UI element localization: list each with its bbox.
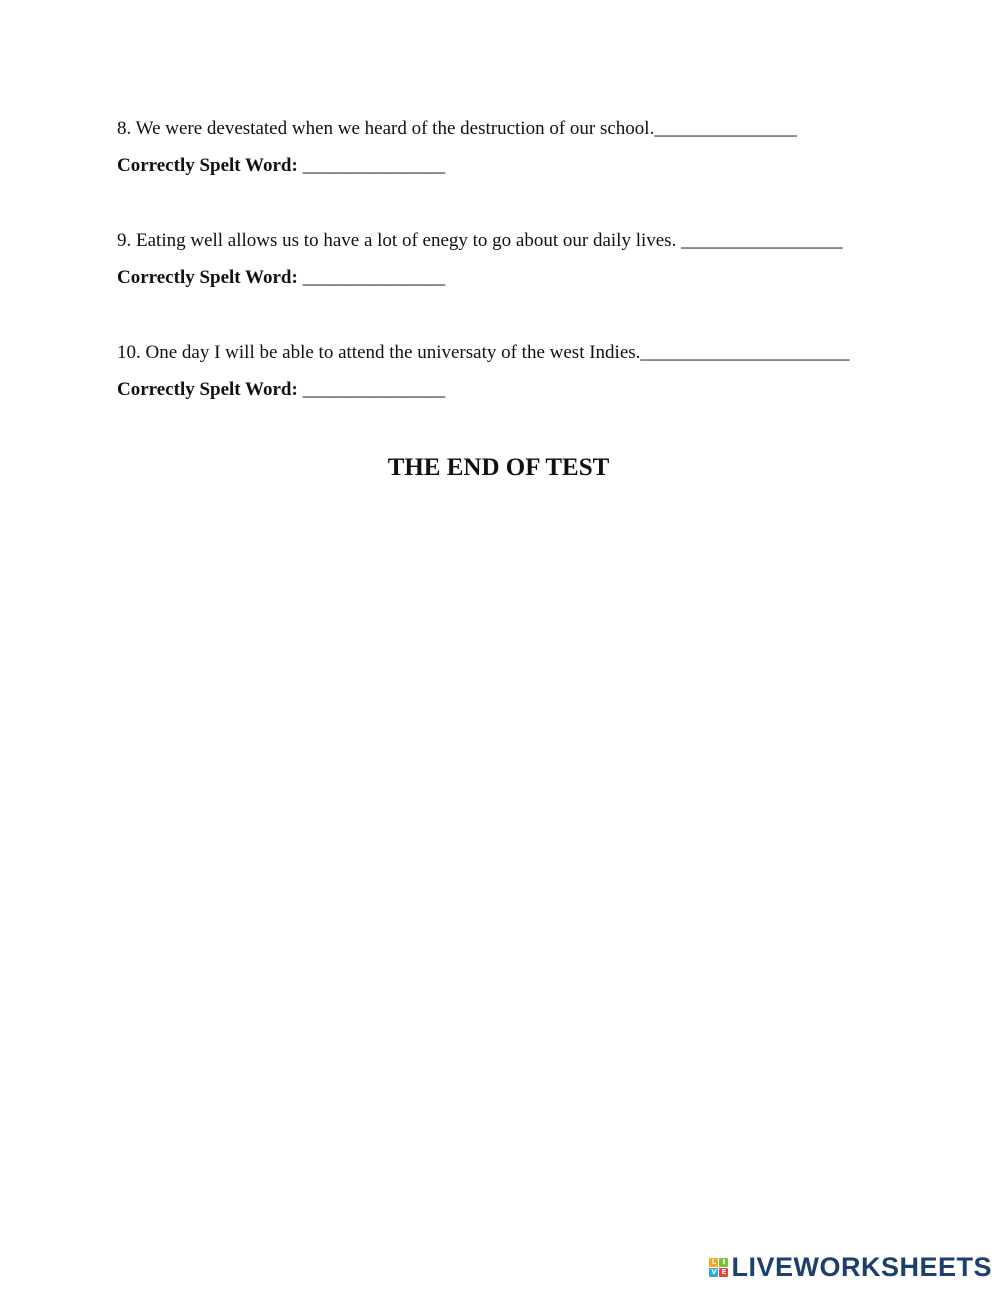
logo-block-v: V [711,1268,717,1276]
question-10-sentence: 10. One day I will be able to attend the universaty of the west Indies.______________________ [117,342,850,363]
answer-label: Correctly Spelt Word: [117,155,298,176]
answer-label: Correctly Spelt Word: [117,267,298,288]
question-8-sentence: 8. We were devestated when we heard of the destruction of our school._______________ [117,118,797,139]
answer-label: Correctly Spelt Word: [117,379,298,400]
logo-block-i: I [719,1258,728,1267]
answer-blank: _______________ [302,267,446,288]
question-10-answer [117,380,445,399]
logo-blocks-icon [709,1258,728,1277]
logo-wordmark: LIVEWORKSHEETS [731,1252,992,1282]
question-9-sentence: 9. Eating well allows us to have a lot of enegy to go about our daily lives. _________________ [117,230,843,251]
answer-blank: _______________ [302,379,446,400]
question-9-answer [117,268,445,287]
question-8-answer [117,156,445,175]
answer-blank: _______________ [302,155,446,176]
logo-block-e: E [719,1268,728,1277]
logo-block-l: L [709,1258,718,1267]
liveworksheets-logo [709,1254,992,1281]
end-of-test-title: THE END OF TEST [387,454,610,481]
